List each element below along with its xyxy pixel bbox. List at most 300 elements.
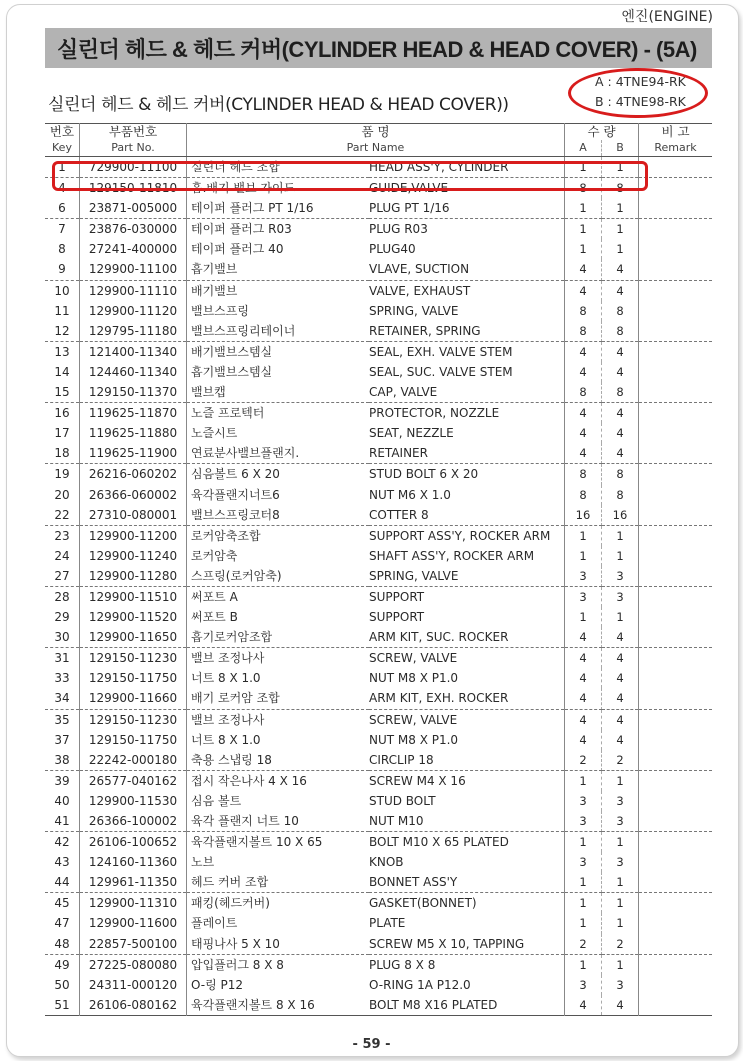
header-name-en: Part Name [187,140,565,157]
remark-cell [639,301,713,321]
part-number-cell: 27225-080080 [80,954,187,975]
part-name-en-cell: NUT M10 [369,811,565,832]
qty-b-cell: 3 [602,566,639,587]
part-number-cell: 129150-11750 [80,730,187,750]
part-name-en-cell: GUIDE,VALVE [369,178,565,199]
table-row [45,750,712,771]
remark-cell [639,954,713,975]
qty-b-cell: 4 [602,730,639,750]
qty-a-cell: 1 [565,954,602,975]
remark-cell [639,505,713,526]
part-key-cell: 39 [45,770,80,791]
table-row [45,464,712,485]
table-row [45,525,712,546]
table-row [45,730,712,750]
part-name-en-cell: SPRING, VALVE [369,301,565,321]
model-a-label: A : 4TNE94-RK [595,74,686,89]
model-annotation-circle [568,68,708,118]
part-name-en-cell: SEAT, NEZZLE [369,423,565,443]
qty-a-cell: 1 [565,607,602,627]
part-name-kr-cell: 흡기로커암조합 [187,627,370,648]
qty-a-cell: 1 [565,525,602,546]
table-row [45,770,712,791]
remark-cell [639,648,713,669]
part-number-cell: 729900-11100 [80,157,187,178]
part-name-en-cell: PLUG PT 1/16 [369,198,565,219]
part-number-cell: 129150-11230 [80,648,187,669]
part-number-cell: 129961-11350 [80,872,187,893]
remark-cell [639,219,713,240]
qty-a-cell: 4 [565,341,602,362]
table-row [45,382,712,403]
part-number-cell: 129900-11510 [80,586,187,607]
part-name-kr-cell: 밸브 조정나사 [191,651,265,666]
part-name-kr-cell: 축용 스냅링 18 [187,750,370,771]
qty-a-cell: 1 [565,198,602,219]
part-key-cell: 14 [45,362,80,382]
part-key-cell: 40 [45,791,80,811]
part-number-cell: 129150-11230 [80,709,187,730]
table-row [45,893,712,914]
table-row [45,403,712,424]
qty-b-cell: 8 [602,464,639,485]
remark-cell [639,832,713,853]
header-row-korean [45,124,712,141]
part-number-cell: 119625-11870 [80,403,187,424]
qty-b-cell: 1 [602,239,639,259]
part-name-kr-cell: 압입플러그 8 X 8 [191,957,284,972]
part-key-cell: 1 [45,157,80,178]
qty-a-cell: 1 [565,219,602,240]
qty-b-cell: 3 [602,586,639,607]
part-name-kr-cell: 육각플랜지볼트 10 X 65 [191,835,323,850]
header-qty-b: B [602,140,639,157]
remark-cell [639,688,713,709]
part-key-cell: 12 [45,321,80,342]
part-name-kr-cell: 헤드 커버 조합 [187,872,370,893]
remark-cell [639,382,713,403]
qty-a-cell: 1 [565,546,602,566]
remark-cell [639,750,713,771]
header-no-en: Key [45,140,80,157]
qty-a-cell: 3 [565,791,602,811]
remark-cell [639,791,713,811]
part-number-cell: 129900-11660 [80,688,187,709]
part-number-cell: 27241-400000 [80,239,187,259]
part-number-cell: 129900-11200 [80,525,187,546]
part-name-kr-cell: 실린더 헤드 조합 [187,157,370,178]
part-name-en-cell: SPRING, VALVE [369,566,565,587]
table-row [45,280,712,301]
part-key-cell: 27 [45,566,80,587]
part-key-cell: 28 [45,586,80,607]
part-name-en-cell: COTTER 8 [369,505,565,526]
part-key-cell: 23 [45,525,80,546]
part-name-en-cell: SUPPORT [369,607,565,627]
part-key-cell: 34 [45,688,80,709]
header-partno-kr: 부품번호 [80,124,187,141]
part-key-cell: 7 [45,219,80,240]
part-name-kr-cell: 써포트 A [191,589,238,604]
qty-a-cell: 4 [565,423,602,443]
remark-cell [639,259,713,280]
part-name-kr-cell: 플레이트 [191,916,238,931]
qty-a-cell: 3 [565,852,602,872]
part-key-cell: 15 [45,382,80,403]
remark-cell [639,852,713,872]
qty-b-cell: 3 [602,852,639,872]
table-row [45,566,712,587]
table-row [45,505,712,526]
part-key-cell: 35 [45,709,80,730]
qty-a-cell: 8 [565,382,602,403]
part-name-en-cell: PLUG R03 [369,219,565,240]
part-name-en-cell: NUT M6 X 1.0 [369,485,565,505]
remark-cell [639,464,713,485]
qty-a-cell: 3 [565,566,602,587]
part-key-cell: 16 [45,403,80,424]
table-row [45,341,712,362]
part-number-cell: 129900-11240 [80,546,187,566]
part-name-kr-cell: 흡기밸브 [187,259,370,280]
part-key-cell: 31 [45,648,80,669]
part-name-kr-cell: 육각플랜지너트6 [191,487,280,502]
remark-cell [639,362,713,382]
qty-b-cell: 2 [602,750,639,771]
remark-cell [639,525,713,546]
remark-cell [639,443,713,464]
header-no-kr: 번호 [45,124,80,141]
qty-b-cell: 4 [602,648,639,669]
part-name-en-cell: VALVE, EXHAUST [369,280,565,301]
part-name-kr-cell: 심음 볼트 [191,793,242,808]
remark-cell [639,586,713,607]
table-row [45,975,712,995]
remark-cell [639,975,713,995]
part-name-en-cell: SCREW, VALVE [369,648,565,669]
qty-b-cell: 8 [602,301,639,321]
part-name-kr-cell: 육각 플랜지 너트 10 [187,811,370,832]
qty-a-cell: 4 [565,280,602,301]
part-number-cell: 119625-11900 [80,443,187,464]
part-name-kr-cell: 노즐 프로텍터 [191,406,265,421]
part-name-en-cell: SHAFT ASS'Y, ROCKER ARM [369,546,565,566]
qty-a-cell: 16 [565,505,602,526]
table-row [45,586,712,607]
table-row [45,443,712,464]
part-name-en-cell: SUPPORT [369,586,565,607]
table-row [45,259,712,280]
qty-b-cell: 1 [602,219,639,240]
part-key-cell: 17 [45,423,80,443]
part-key-cell: 38 [45,750,80,771]
part-name-en-cell: NUT M8 X P1.0 [369,668,565,688]
table-row [45,709,712,730]
remark-cell [639,627,713,648]
table-row [45,423,712,443]
part-name-kr-cell: O-링 P12 [191,977,244,992]
qty-b-cell: 4 [602,668,639,688]
part-name-kr-cell: 테이퍼 플러그 R03 [191,222,292,237]
header-remark-en: Remark [639,140,713,157]
qty-a-cell: 4 [565,730,602,750]
remark-cell [639,423,713,443]
qty-b-cell: 1 [602,872,639,893]
part-number-cell: 129900-11310 [80,893,187,914]
part-key-cell: 45 [45,893,80,914]
part-number-cell: 26106-100652 [80,832,187,853]
part-number-cell: 129150-11810 [80,178,187,199]
page-title-banner [45,28,712,68]
table-row [45,627,712,648]
part-name-kr-cell: 노브 [191,855,215,870]
part-key-cell: 49 [45,954,80,975]
qty-a-cell: 1 [565,913,602,933]
part-name-en-cell: SUPPORT ASS'Y, ROCKER ARM [369,525,565,546]
part-number-cell: 26366-100002 [80,811,187,832]
qty-b-cell: 1 [602,198,639,219]
part-name-kr-cell: 심음볼트 6 X 20 [191,467,280,482]
header-row-english [45,140,712,157]
part-name-kr-cell: 테이퍼 플러그 PT 1/16 [187,198,370,219]
qty-a-cell: 1 [565,157,602,178]
remark-cell [639,770,713,791]
part-name-kr-cell: 테이퍼 플러그 40 [191,242,284,257]
part-number-cell: 129900-11600 [80,913,187,933]
part-name-kr-cell: 흡기밸브스템실 [191,364,273,379]
parts-table-header [45,124,712,157]
qty-b-cell: 1 [602,832,639,853]
remark-cell [639,607,713,627]
remark-cell [639,913,713,933]
qty-b-cell: 16 [602,505,639,526]
part-name-kr-cell: 밸브 조정나사 [191,712,265,727]
table-row [45,688,712,709]
part-key-cell: 13 [45,341,80,362]
part-key-cell: 10 [45,280,80,301]
qty-b-cell: 4 [602,443,639,464]
table-row [45,791,712,811]
part-name-en-cell: BOLT M10 X 65 PLATED [369,832,565,853]
remark-cell [639,709,713,730]
remark-cell [639,811,713,832]
part-name-en-cell: PLATE [369,913,565,933]
page-number: - 59 - [352,1037,391,1052]
qty-b-cell: 3 [602,791,639,811]
part-key-cell: 4 [45,178,80,199]
part-name-en-cell: KNOB [369,852,565,872]
part-number-cell: 129900-11530 [80,791,187,811]
part-key-cell: 33 [45,668,80,688]
remark-cell [639,995,713,1016]
part-name-en-cell: SCREW, VALVE [369,709,565,730]
remark-cell [639,239,713,259]
header-qty-a: A [565,140,602,157]
qty-a-cell: 2 [565,750,602,771]
qty-b-cell: 4 [602,423,639,443]
table-row [45,811,712,832]
remark-cell [639,403,713,424]
header-remark-kr: 비 고 [661,124,690,139]
qty-b-cell: 8 [602,321,639,342]
table-row [45,546,712,566]
header-name-kr: 품 명 [187,124,565,141]
part-number-cell: 124160-11360 [80,852,187,872]
part-number-cell: 23871-005000 [80,198,187,219]
table-row [45,872,712,893]
table-row [45,832,712,853]
qty-a-cell: 1 [565,239,602,259]
remark-cell [639,198,713,219]
table-row [45,648,712,669]
part-name-kr-cell: 배기밸브스템실 [191,344,273,359]
part-key-cell: 42 [45,832,80,853]
qty-b-cell: 4 [602,341,639,362]
remark-cell [639,321,713,342]
part-number-cell: 24311-000120 [80,975,187,995]
qty-b-cell: 8 [602,382,639,403]
qty-a-cell: 4 [565,362,602,382]
part-name-kr-cell: 노즐시트 [191,426,238,441]
part-number-cell: 121400-11340 [80,341,187,362]
part-key-cell: 9 [45,259,80,280]
part-name-en-cell: HEAD ASS'Y, CYLINDER [369,157,565,178]
part-number-cell: 26577-040162 [80,770,187,791]
part-key-cell: 41 [45,811,80,832]
table-subtitle: 실린더 헤드 & 헤드 커버(CYLINDER HEAD & HEAD COVER)) [48,95,509,115]
part-key-cell: 20 [45,485,80,505]
part-key-cell: 47 [45,913,80,933]
qty-a-cell: 8 [565,485,602,505]
part-name-en-cell: SCREW M4 X 16 [369,770,565,791]
part-number-cell: 23876-030000 [80,219,187,240]
part-name-en-cell: RETAINER, SPRING [369,321,565,342]
table-row [45,485,712,505]
qty-a-cell: 3 [565,975,602,995]
qty-b-cell: 4 [602,259,639,280]
qty-b-cell: 1 [602,893,639,914]
remark-cell [639,668,713,688]
qty-a-cell: 4 [565,995,602,1016]
part-name-kr-cell: 밸브스프링 [191,303,249,318]
part-name-kr-cell: 육각플랜지볼트 8 X 16 [191,997,315,1012]
part-number-cell: 129900-11650 [80,627,187,648]
part-name-en-cell: PROTECTOR, NOZZLE [369,403,565,424]
part-name-en-cell: CIRCLIP 18 [369,750,565,771]
remark-cell [639,872,713,893]
part-name-en-cell: ARM KIT, EXH. ROCKER [369,688,565,709]
part-name-kr-cell: 흡.배기 밸브 가이드 [191,181,296,196]
parts-table-body [45,157,712,1016]
remark-cell [639,566,713,587]
row-highlight-annotation [52,161,648,191]
qty-a-cell: 8 [565,178,602,199]
part-name-en-cell: PLUG40 [369,239,565,259]
part-number-cell: 26106-080162 [80,995,187,1016]
qty-a-cell: 4 [565,668,602,688]
part-name-en-cell: NUT M8 X P1.0 [369,730,565,750]
part-key-cell: 51 [45,995,80,1016]
qty-a-cell: 4 [565,627,602,648]
model-b-label: B : 4TNE98-RK [595,94,686,109]
part-number-cell: 27310-080001 [80,505,187,526]
part-key-cell: 8 [45,239,80,259]
part-name-en-cell: RETAINER [369,443,565,464]
header-partno-en: Part No. [80,140,187,157]
qty-b-cell: 4 [602,403,639,424]
part-name-en-cell: SEAL, SUC. VALVE STEM [369,362,565,382]
remark-cell [639,934,713,955]
qty-a-cell: 1 [565,872,602,893]
table-row [45,321,712,342]
qty-a-cell: 8 [565,464,602,485]
remark-cell [639,157,713,178]
part-name-kr-cell: 밸브캡 [187,382,370,403]
part-key-cell: 37 [45,730,80,750]
qty-b-cell: 8 [602,178,639,199]
qty-b-cell: 4 [602,362,639,382]
part-number-cell: 129150-11370 [80,382,187,403]
remark-cell [639,485,713,505]
qty-b-cell: 1 [602,525,639,546]
qty-b-cell: 1 [602,157,639,178]
part-key-cell: 24 [45,546,80,566]
part-number-cell: 129900-11120 [80,301,187,321]
parts-table [45,123,712,1016]
part-number-cell: 129900-11280 [80,566,187,587]
remark-cell [639,730,713,750]
part-name-en-cell: STUD BOLT 6 X 20 [369,464,565,485]
qty-a-cell: 3 [565,586,602,607]
table-row [45,913,712,933]
part-key-cell: 30 [45,627,80,648]
table-row [45,668,712,688]
part-name-en-cell: ARM KIT, SUC. ROCKER [369,627,565,648]
page-title: 실린더 헤드 & 헤드 커버(CYLINDER HEAD & HEAD COVER) - (5A) [57,36,697,62]
part-key-cell: 29 [45,607,80,627]
qty-a-cell: 8 [565,301,602,321]
part-number-cell: 129795-11180 [80,321,187,342]
remark-cell [639,280,713,301]
part-name-kr-cell: 로커암축 [191,548,238,563]
qty-b-cell: 8 [602,485,639,505]
part-name-en-cell: O-RING 1A P12.0 [369,975,565,995]
part-name-kr-cell: 접시 작은나사 4 X 16 [191,773,307,788]
part-name-kr-cell: 밸브스프링리테이너 [187,321,370,342]
qty-a-cell: 4 [565,443,602,464]
qty-b-cell: 3 [602,811,639,832]
table-row [45,362,712,382]
qty-b-cell: 3 [602,975,639,995]
qty-a-cell: 1 [565,893,602,914]
table-row [45,852,712,872]
part-name-kr-cell: 태핑나사 5 X 10 [187,934,370,955]
qty-b-cell: 4 [602,280,639,301]
part-key-cell: 19 [45,464,80,485]
remark-cell [639,178,713,199]
part-name-en-cell: PLUG 8 X 8 [369,954,565,975]
part-number-cell: 129900-11100 [80,259,187,280]
qty-b-cell: 4 [602,709,639,730]
part-number-cell: 124460-11340 [80,362,187,382]
part-name-kr-cell: 밸브스프링코터8 [187,505,370,526]
table-row [45,219,712,240]
part-name-en-cell: STUD BOLT [369,791,565,811]
qty-a-cell: 1 [565,832,602,853]
qty-b-cell: 4 [602,627,639,648]
qty-a-cell: 8 [565,321,602,342]
part-name-kr-cell: 배기밸브 [191,283,238,298]
